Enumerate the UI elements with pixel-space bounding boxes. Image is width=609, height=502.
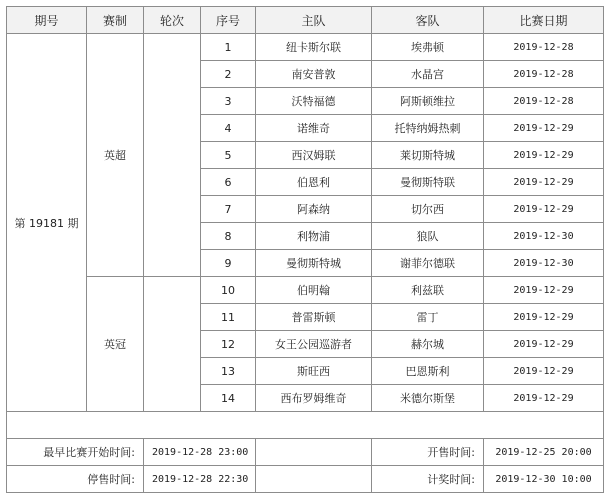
match-index: 9 (201, 250, 256, 277)
match-list (7, 34, 604, 493)
header-period: 期号 (7, 7, 87, 34)
home-team: 西布罗姆维奇 (256, 385, 372, 412)
away-team: 雷丁 (372, 304, 484, 331)
home-team: 曼彻斯特城 (256, 250, 372, 277)
match-index: 7 (201, 196, 256, 223)
sale-stop-value: 2019-12-28 22:30 (144, 466, 256, 493)
period-cell: 第 19181 期 (7, 34, 87, 412)
away-team: 巴恩斯利 (372, 358, 484, 385)
match-index: 3 (201, 88, 256, 115)
header-row (7, 7, 604, 34)
home-team: 西汉姆联 (256, 142, 372, 169)
header-match-date: 比赛日期 (484, 7, 604, 34)
match-index: 13 (201, 358, 256, 385)
away-team: 切尔西 (372, 196, 484, 223)
header-home-team: 主队 (256, 7, 372, 34)
match-date: 2019-12-29 (484, 115, 604, 142)
header-competition: 赛制 (87, 7, 144, 34)
match-index: 10 (201, 277, 256, 304)
sale-stop-label: 停售时间: (7, 466, 144, 493)
away-team: 水晶宫 (372, 61, 484, 88)
home-team: 普雷斯顿 (256, 304, 372, 331)
sale-open-label: 开售时间: (372, 439, 484, 466)
info-gap (256, 439, 372, 466)
match-date: 2019-12-28 (484, 34, 604, 61)
home-team: 伯明翰 (256, 277, 372, 304)
away-team: 埃弗顿 (372, 34, 484, 61)
home-team: 阿森纳 (256, 196, 372, 223)
competition-cell: 英冠 (87, 277, 144, 412)
spacer-cell (7, 412, 604, 439)
match-date: 2019-12-29 (484, 196, 604, 223)
table-row (7, 34, 604, 61)
away-team: 曼彻斯特联 (372, 169, 484, 196)
competition-cell: 英超 (87, 34, 144, 277)
match-index: 14 (201, 385, 256, 412)
match-date: 2019-12-28 (484, 88, 604, 115)
away-team: 托特纳姆热刺 (372, 115, 484, 142)
away-team: 莱切斯特城 (372, 142, 484, 169)
header-round: 轮次 (144, 7, 201, 34)
home-team: 女王公园巡游者 (256, 331, 372, 358)
info-row-2 (7, 466, 604, 493)
match-date: 2019-12-29 (484, 385, 604, 412)
match-date: 2019-12-29 (484, 331, 604, 358)
header-away-team: 客队 (372, 7, 484, 34)
away-team: 利兹联 (372, 277, 484, 304)
away-team: 米德尔斯堡 (372, 385, 484, 412)
spacer-row (7, 412, 604, 439)
home-team: 斯旺西 (256, 358, 372, 385)
info-row-1 (7, 439, 604, 466)
table-row (7, 277, 604, 304)
header-index: 序号 (201, 7, 256, 34)
home-team: 南安普敦 (256, 61, 372, 88)
away-team: 狼队 (372, 223, 484, 250)
match-index: 12 (201, 331, 256, 358)
award-time-value: 2019-12-30 10:00 (484, 466, 604, 493)
sale-open-value: 2019-12-25 20:00 (484, 439, 604, 466)
match-date: 2019-12-30 (484, 223, 604, 250)
earliest-start-value: 2019-12-28 23:00 (144, 439, 256, 466)
match-date: 2019-12-28 (484, 61, 604, 88)
match-date: 2019-12-29 (484, 277, 604, 304)
home-team: 伯恩利 (256, 169, 372, 196)
award-time-label: 计奖时间: (372, 466, 484, 493)
match-date: 2019-12-30 (484, 250, 604, 277)
round-cell (144, 277, 201, 412)
match-index: 8 (201, 223, 256, 250)
match-date: 2019-12-29 (484, 169, 604, 196)
schedule-table (6, 6, 604, 493)
match-index: 2 (201, 61, 256, 88)
earliest-start-label: 最早比赛开始时间: (7, 439, 144, 466)
match-index: 1 (201, 34, 256, 61)
match-date: 2019-12-29 (484, 304, 604, 331)
match-index: 4 (201, 115, 256, 142)
home-team: 利物浦 (256, 223, 372, 250)
away-team: 谢菲尔德联 (372, 250, 484, 277)
away-team: 阿斯顿维拉 (372, 88, 484, 115)
match-date: 2019-12-29 (484, 358, 604, 385)
match-date: 2019-12-29 (484, 142, 604, 169)
away-team: 赫尔城 (372, 331, 484, 358)
home-team: 沃特福德 (256, 88, 372, 115)
match-index: 6 (201, 169, 256, 196)
match-index: 11 (201, 304, 256, 331)
match-index: 5 (201, 142, 256, 169)
round-cell (144, 34, 201, 277)
home-team: 诺维奇 (256, 115, 372, 142)
home-team: 纽卡斯尔联 (256, 34, 372, 61)
info-gap (256, 466, 372, 493)
